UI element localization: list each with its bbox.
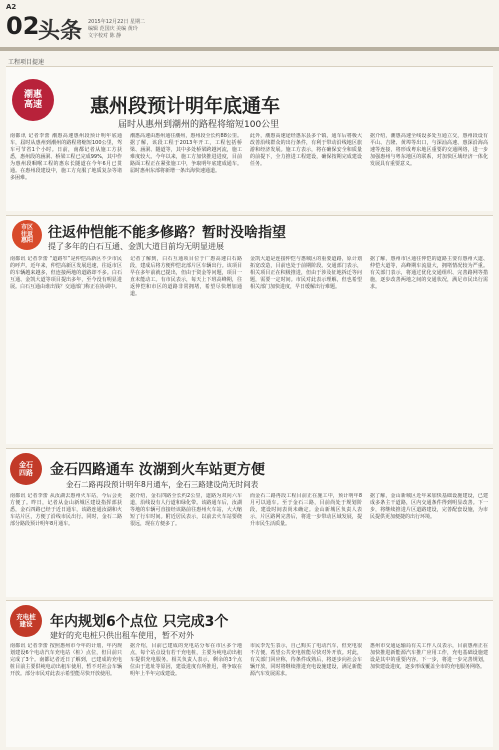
story-subheadline: 届时从惠州到潮州的路程将缩短100公里	[118, 120, 280, 130]
issue-date: 2015年12月22日 星期二	[88, 19, 146, 25]
page-number: 02	[6, 12, 40, 40]
story-subheadline: 金石二路再段预计明年8月通车，金石三路建设尚无时间表	[66, 480, 259, 489]
story-headline: 年内规划6个点位 只完成3个	[50, 614, 229, 630]
editor-credit: 编辑 范国庆 美编 黄玲	[88, 26, 138, 32]
subsection-label: 工程项目提速	[8, 59, 45, 66]
story-column: 据了解，惠州市区通往仲恺的道路主要有惠州大道、仲恺大道等，高峰期车流量大，拥堵情况较为严重。有关部门表示，将通过优化交通组织、完善路网等措施，逐步改善两地之间的交通状况，满足市民出行需求。	[370, 256, 488, 290]
issue-info	[88, 19, 178, 40]
story-column: 惠州市交通运输局有关工作人员表示，目前惠州正在加快推进新能源汽车推广应用工作，充电基础设施建设是其中的重要内容。下一步，将进一步完善规划，加快建设进度，逐步形成覆盖全市的充电服务网络。	[370, 643, 488, 670]
story-column: 市民李先生表示，自己购买了电动汽车，但充电很不方便，希望公共充电桩能尽快对外开放。对此，有关部门回应称，待条件成熟后，将逐步向社会车辆开放，同时将继续推进充电设施建设，满足新能源汽车发展需求。	[250, 643, 362, 677]
proofreader-credit: 文字校对 陈 静	[88, 33, 122, 39]
story-tag: 市区 往返 惠阳	[12, 220, 42, 250]
story-subheadline: 建好的充电桩只供出租车使用，暂不对外	[50, 631, 194, 640]
story-column: 潮惠高速由惠州通往潮州，惠州段全长约88公里。据了解，该段工程于2013年开工，工程包括桥梁、涵洞、隧道等，其中多处桥梁跨越河流，施工难度较大。今年以来，施工方加快推进进度，目前路面工程正在紧张施工中，争取明年底建成通车。届时惠州东部将新增一条出海快速通道。	[130, 133, 242, 174]
story-tag: 金石 四路	[10, 453, 42, 485]
story-zhongkai	[6, 215, 493, 444]
story-column: 此外，潮惠高速途经惠东县多个镇，通车后将极大改善沿线群众的出行条件，有利于带动沿线地区旅游和经济发展。施工方表示，将在确保安全和质量的前提下，全力推进工程建设，确保按期完成建设任务。	[250, 133, 362, 167]
story-headline: 金石四路通车 汝湖到火车站更方便	[50, 462, 265, 478]
story-subheadline: 提了多年的白石互通、金凯大道目前均无明显进展	[48, 242, 224, 251]
story-charging-piles	[6, 600, 493, 747]
story-headline: 惠州段预计明年底通车	[90, 95, 281, 117]
story-column: 南都讯 记者李蕾 “道路窄”是仲恺高新区不少市民的呼声。近年来，仲恺高新区发展迅速，往返市区的车辆越来越多，但连接两地的道路却不多。白石互通、金凯大道等项目提出多年，至今没有明显进展。白石互通由谁出钱？交通部门称正在协调中。	[10, 256, 122, 290]
header-rule	[0, 47, 499, 51]
story-tag: 潮惠 高速	[12, 79, 54, 121]
story-column: 据介绍，潮惠高速全线设多处互通立交，惠州段设有平山、吉隆、黄埠等出口，与深汕高速、惠深沿海高速等连接，将形成粤东地区重要的交通网络，进一步加强惠州与粤东地区的联系，对加快区域经济一体化发展具有重要意义。	[370, 133, 488, 167]
story-jinshi-road	[6, 448, 493, 597]
story-column: 南都讯 记者李蕾 按照惠州市今年的计划，年内规划建设6个电动汽车充电站（桩）点位，但目前只完成了3个。南都记者近日了解到，已建成的充电桩目前主要供纯电动出租车使用，暂不对社会车辆开放。部分市民对此表示希望能尽快开放使用。	[10, 643, 122, 677]
story-column: 金凯大道是连接仲恺与惠城区的重要道路，原计划拓宽改造，目前也处于前期阶段。交通部门表示，相关项目正在积极推进，但由于涉及征地拆迁等问题，需要一定时间。市民对此表示理解，但也希望相关部门加快进度，早日缓解出行难题。	[250, 256, 362, 290]
section-title: 头条	[38, 19, 83, 44]
story-column: 据了解，金山新城区近年来加快基础设施建设，已建成多条主干道路，区内交通条件得到明显改善。下一步，将继续推进片区道路建设，完善配套设施，为市民提供更加便捷的出行环境。	[370, 493, 488, 520]
story-column: 据介绍，金石四路全长约2公里，道路为双向六车道，沿线设有人行道和绿化带。该路通车后，汝湖等地的车辆可直接经该路前往惠州火车站，大大缩短了行车时间。附近居民表示，以前去火车站要绕很远，现在方便多了。	[130, 493, 242, 527]
story-column: 据介绍，目前已建成的充电站分布在市区多个地点，每个站点设有若干充电桩，主要为纯电动出租车提供充电服务。相关负责人表示，剩余的3个点位由于选址等原因，建设进度有所推迟，将争取在明年上半年完成建设。	[130, 643, 242, 677]
story-column: 而金石二路再段工程目前正在施工中，预计明年8月可以通车。至于金石三路，目前尚处于规划阶段，建设时间表尚未确定。金山新城区负责人表示，片区路网完善后，将进一步带动区域发展，提升市民生活质量。	[250, 493, 362, 527]
newspaper-brand: A2	[6, 3, 17, 11]
story-chaohui	[6, 66, 493, 211]
story-headline: 往返仲恺能不能多修路？暂时没啥指望	[48, 225, 286, 241]
story-column: 南都讯 记者李蕾 从汝湖去惠州火车站，今后会更方便了。昨日，记者从金山新城区建设指挥部获悉，金石四路已经于近日通车，该路连通汝湖和火车站片区，方便了沿线市民出行。同时，金石二路部分路段预计明年8月通车。	[10, 493, 122, 527]
story-column: 南都讯 记者李蕾 潮惠高速惠州段预计明年底通车，届时从惠州到潮州的路程将缩短100公里，驾车可节省1个小时。日前，南都记者从施工方获悉，惠州段的涵洞、桥梁工程已完成99%，其中作为惠州段咽喉工程的惠东长隧道在今年6月已贯通。在惠州段建设中，施工方克服了地质复杂等诸多困难。	[10, 133, 122, 181]
story-tag: 充电桩 建设	[10, 605, 42, 637]
story-column: 记者了解到，白石互通项目位于广惠高速白石路段，建成后将方便仲恺北部片区车辆出行。该项目早在多年前就已提出，但由于资金等问题，项目一直未能动工。有市民表示，每天上下班高峰期，往返仲恺和市区的道路非常拥堵，希望尽快增加通道。	[130, 256, 242, 297]
